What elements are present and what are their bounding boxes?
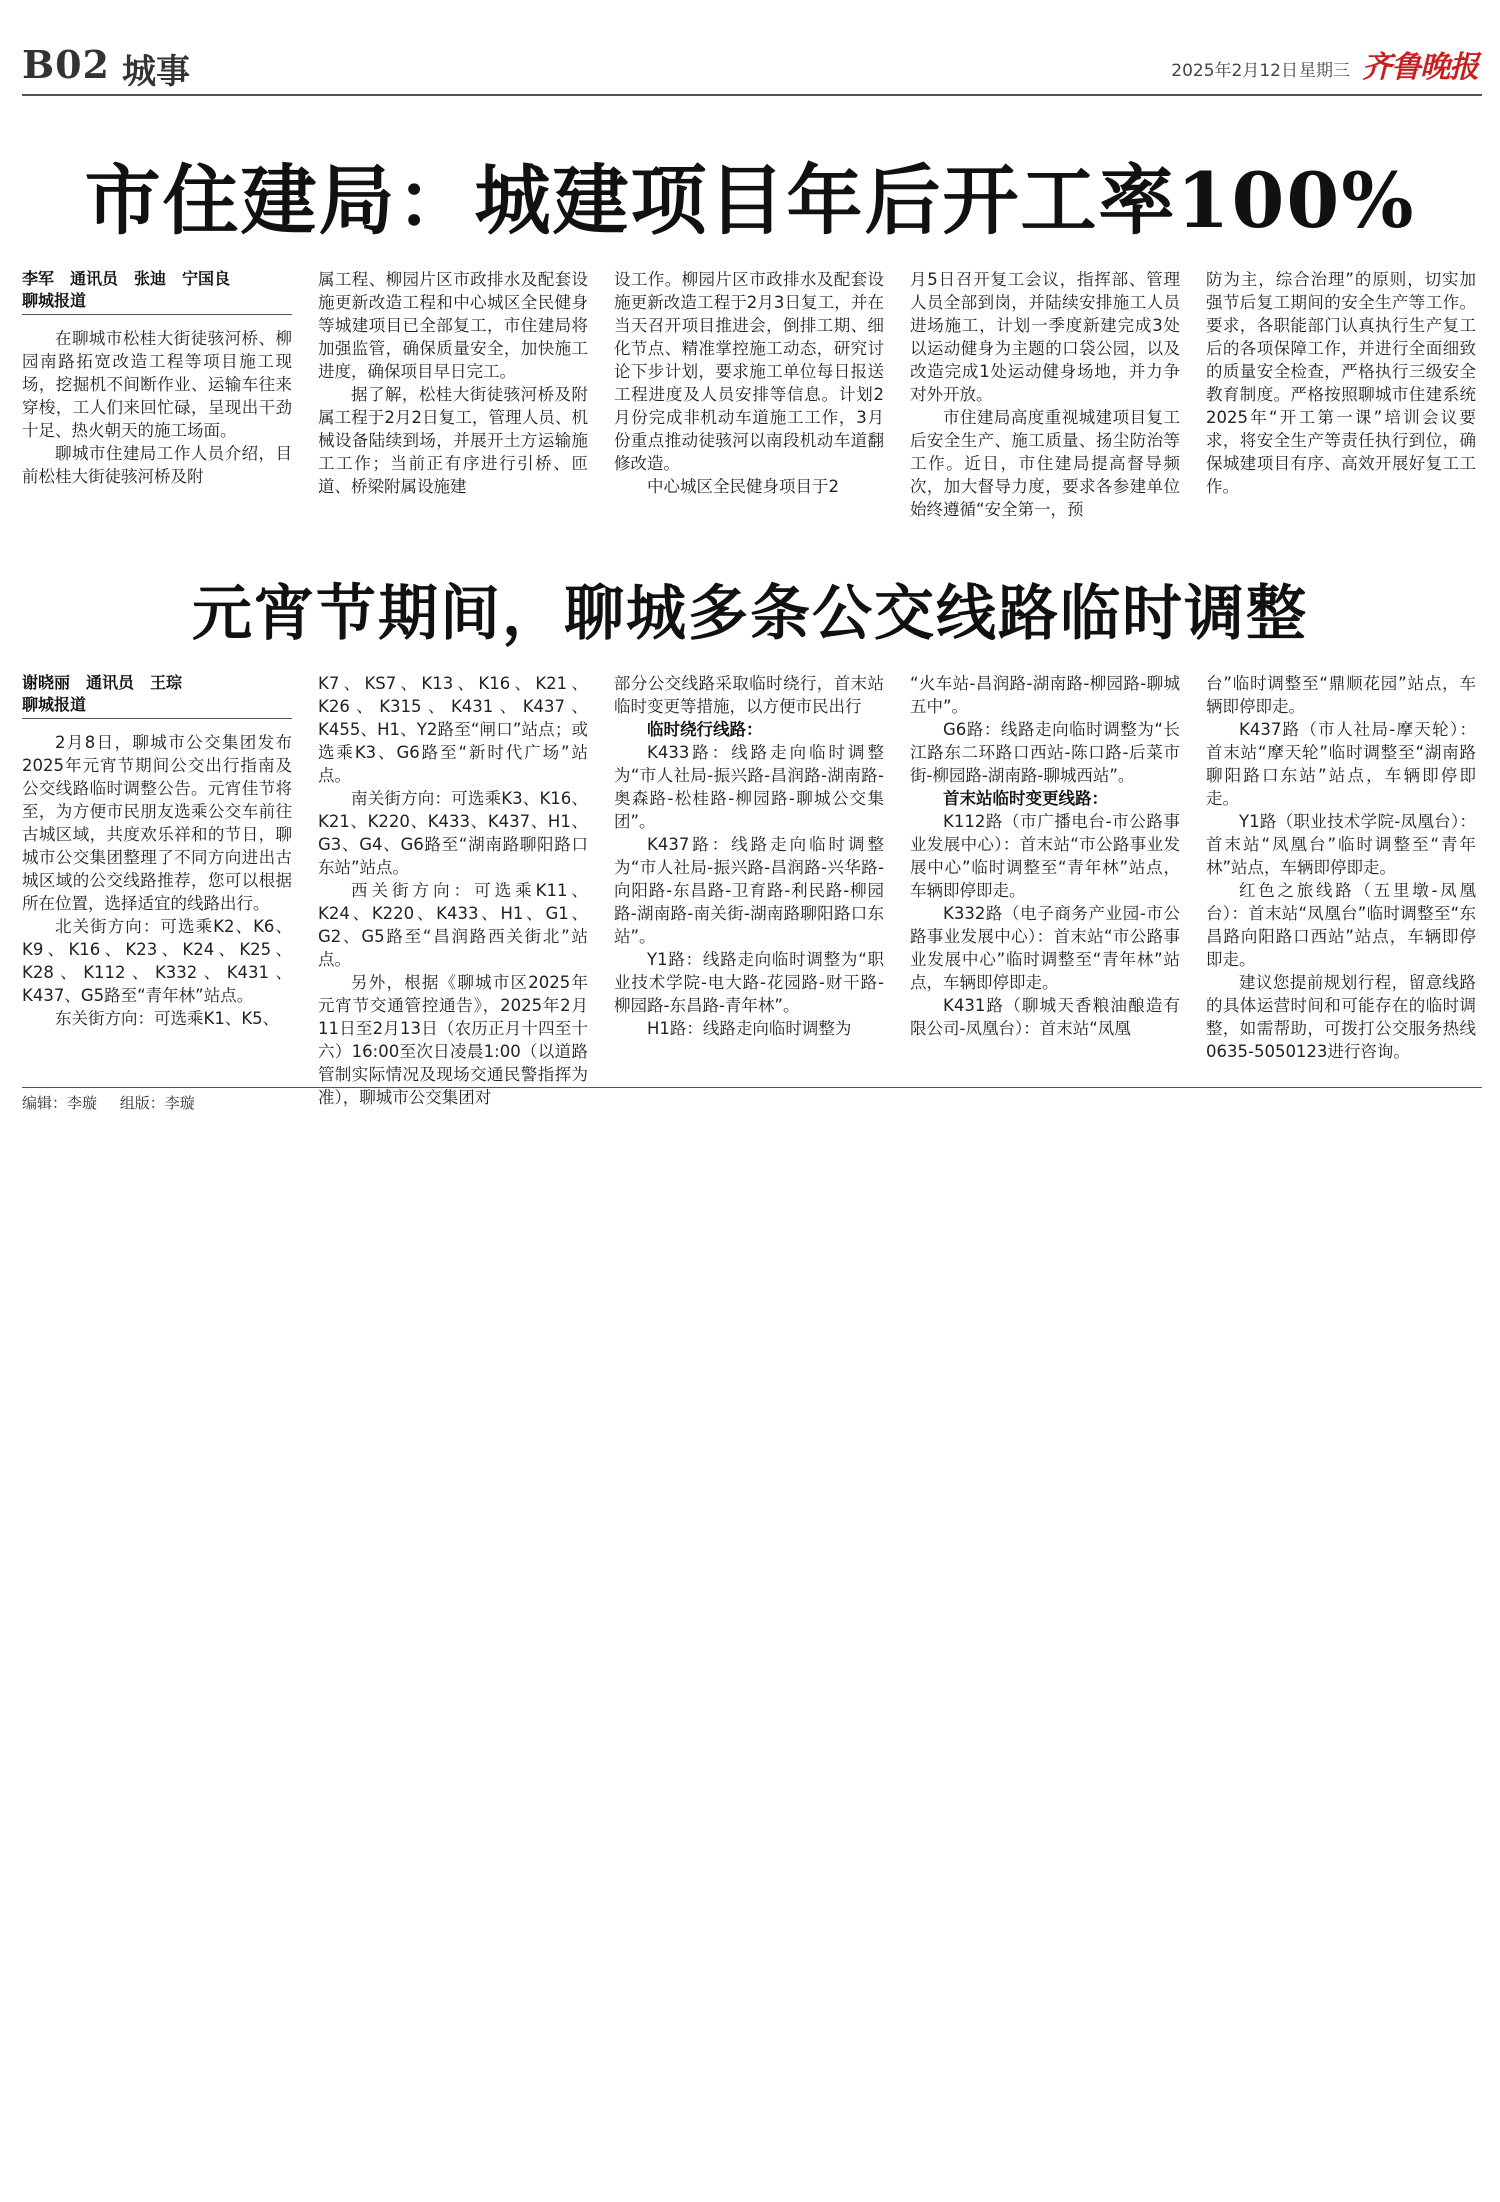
- newspaper-logo: 齐鲁晚报: [1362, 50, 1478, 85]
- paragraph: H1路：线路走向临时调整为: [647, 1019, 852, 1038]
- paragraph: 设工作。柳园片区市政排水及配套设施更新改造工程于2月3日复工，并在当天召开项目推进会，倒排工期、细化节点、精准掌控施工动态，研究讨论下步计划，要求施工单位每日报送工程进度及人员安排等信息。计划2月份完成非机动车道施工工作，3月份重点推动徒骇河以南段机动车道翻修改造。: [614, 270, 884, 473]
- subhead-detour-routes: 临时绕行线路：: [647, 720, 763, 739]
- page-footer: [22, 1092, 213, 1113]
- article-1-dateline: 聊城报道: [22, 291, 87, 310]
- masthead-divider: [22, 94, 1482, 96]
- paragraph: 2月8日，聊城市公交集团发布2025年元宵节期间公交出行指南及公交线路临时调整公告。元宵佳节将至，为方便市民朋友选乘公交车前往古城区域，共度欢乐祥和的节日，聊城市公交集团整理了不同方向进出古城区域的公交线路推荐，您可以根据所在位置，选择适宜的线路出行。: [22, 733, 292, 913]
- paragraph: 红色之旅线路（五里墩-凤凰台）：首末站“凤凰台”临时调整至“东昌路向阳路口西站”站点，车辆即停即走。: [1206, 881, 1476, 969]
- paragraph: K437路（市人社局-摩天轮）：首末站“摩天轮”临时调整至“湖南路聊阳路口东站”站点，车辆即停即走。: [1206, 720, 1476, 808]
- paragraph: 月5日召开复工会议，指挥部、管理人员全部到岗，并陆续安排施工人员进场施工，计划一季度新建完成3处以运动健身为主题的口袋公园，以及改造完成1处运动健身场地，并力争对外开放。: [910, 270, 1180, 404]
- article-1-column-3: [614, 268, 884, 498]
- paragraph: 南关街方向：可选乘K3、K16、K21、K220、K433、K437、H1、G3、G4、G6路至“湖南路聊阳路口东站”站点。: [318, 789, 588, 877]
- paragraph: K332路（电子商务产业园-市公路事业发展中心）：首末站“市公路事业发展中心”临时调整至“青年林”站点，车辆即停即走。: [910, 904, 1180, 992]
- article-1-column-4: [910, 268, 1180, 521]
- article-1-column-1: [22, 268, 292, 488]
- byline-divider: [22, 718, 292, 719]
- paragraph: K431路（聊城天香粮油酿造有限公司-凤凰台）：首末站“凤凰: [910, 996, 1180, 1038]
- paragraph: “火车站-昌润路-湖南路-柳园路-聊城五中”。: [910, 674, 1180, 716]
- article-2-column-2: [318, 672, 588, 1109]
- issue-date: 2025年2月12日: [1171, 61, 1298, 81]
- editor-credit: 编辑：李璇: [22, 1094, 98, 1112]
- article-1-byline: 李军 通讯员 张迪 宁国良: [22, 269, 231, 288]
- article-2-dateline: 聊城报道: [22, 695, 87, 714]
- paragraph: 防为主，综合治理”的原则，切实加强节后复工期间的安全生产等工作。要求，各职能部门认真执行生产复工后的各项保障工作，并进行全面细致的质量安全检查，严格执行三级安全教育制度。严格按照聊城市住建系统2025年“开工第一课”培训会议要求，将安全生产等责任执行到位，确保城建项目有序、高效开展好复工工作。: [1206, 270, 1476, 496]
- subhead-terminal-changes: 首末站临时变更线路：: [943, 789, 1108, 808]
- paragraph: G6路：线路走向临时调整为“长江路东二环路口西站-陈口路-后菜市街-柳园路-湖南路-聊城西站”。: [910, 720, 1180, 785]
- paragraph: Y1路：线路走向临时调整为“职业技术学院-电大路-花园路-财干路-柳园路-东昌路-青年林”。: [614, 950, 884, 1015]
- paragraph: 聊城市住建局工作人员介绍，目前松桂大街徒骇河桥及附: [22, 444, 292, 486]
- paragraph: K437路：线路走向临时调整为“市人社局-振兴路-昌润路-兴华路-向阳路-东昌路-卫育路-利民路-柳园路-湖南路-南关街-湖南路聊阳路口东站”。: [614, 835, 884, 946]
- article-2-column-4: [910, 672, 1180, 1040]
- article-2-byline: 谢晓丽 通讯员 王琮: [22, 673, 183, 692]
- footer-divider: [22, 1087, 1482, 1088]
- article-2-column-5: [1206, 672, 1476, 1063]
- paragraph: 建议您提前规划行程，留意线路的具体运营时间和可能存在的临时调整，如需帮助，可拨打公交服务热线0635-5050123进行咨询。: [1206, 973, 1476, 1061]
- masthead: [22, 36, 1478, 94]
- paragraph: 东关街方向：可选乘K1、K5、: [55, 1009, 280, 1028]
- article-1-headline: 市住建局：城建项目年后开工率100%: [84, 156, 1416, 245]
- page-code: B02: [22, 42, 110, 87]
- paragraph: 市住建局高度重视城建项目复工后安全生产、施工质量、扬尘防治等工作。近日，市住建局提高督导频次，加大督导力度，要求各参建单位始终遵循“安全第一，预: [910, 408, 1180, 519]
- paragraph: 台”临时调整至“鼎顺花园”站点，车辆即停即走。: [1206, 674, 1476, 716]
- article-1-column-2: [318, 268, 588, 498]
- paragraph: 部分公交线路采取临时绕行，首末站临时变更等措施，以方便市民出行: [614, 674, 884, 716]
- paragraph: K112路（市广播电台-市公路事业发展中心）：首末站“市公路事业发展中心”临时调整至“青年林”站点，车辆即停即走。: [910, 812, 1180, 900]
- paragraph: K433路：线路走向临时调整为“市人社局-振兴路-昌润路-湖南路-奥森路-松桂路-柳园路-聊城公交集团”。: [614, 743, 884, 831]
- article-2-column-1: [22, 672, 292, 1030]
- section-name: 城事: [122, 52, 190, 92]
- paragraph: 据了解，松桂大街徒骇河桥及附属工程于2月2日复工，管理人员、机械设备陆续到场，并展开土方运输施工工作；当前正有序进行引桥、匝道、桥梁附属设施建: [318, 385, 588, 496]
- paragraph: 在聊城市松桂大街徒骇河桥、柳园南路拓宽改造工程等项目施工现场，挖掘机不间断作业、运输车往来穿梭，工人们来回忙碌，呈现出干劲十足、热火朝天的施工场面。: [22, 329, 292, 440]
- paragraph: 另外，根据《聊城市区2025年元宵节交通管控通告》，2025年2月11日至2月13日（农历正月十四至十六）16:00至次日凌晨1:00（以道路管制实际情况及现场交通民警指挥为准），聊城市公交集团对: [318, 973, 588, 1107]
- paragraph: 北关街方向：可选乘K2、K6、K9、K16、K23、K24、K25、K28、K112、K332、K431、K437、G5路至“青年林”站点。: [22, 917, 292, 1005]
- article-2-column-3: [614, 672, 884, 1040]
- article-1-column-5: [1206, 268, 1476, 498]
- layout-credit: 组版：李璇: [119, 1094, 195, 1112]
- article-2-headline: 元宵节期间，聊城多条公交线路临时调整: [192, 579, 1308, 649]
- paragraph: Y1路（职业技术学院-凤凰台）：首末站“凤凰台”临时调整至“青年林”站点，车辆即停即走。: [1206, 812, 1476, 877]
- issue-weekday: 星期三: [1299, 61, 1350, 81]
- paragraph: 属工程、柳园片区市政排水及配套设施更新改造工程和中心城区全民健身等城建项目已全部复工，市住建局将加强监管，确保质量安全，加快施工进度，确保项目早日完工。: [318, 270, 588, 381]
- paragraph: 中心城区全民健身项目于2: [647, 477, 839, 496]
- paragraph: 西关街方向：可选乘K11、K24、K220、K433、H1、G1、G2、G5路至“昌润路西关街北”站点。: [318, 881, 588, 969]
- byline-divider: [22, 314, 292, 315]
- paragraph: K7、KS7、K13、K16、K21、K26、K315、K431、K437、K455、H1、Y2路至“闸口”站点；或选乘K3、G6路至“新时代广场”站点。: [318, 674, 588, 785]
